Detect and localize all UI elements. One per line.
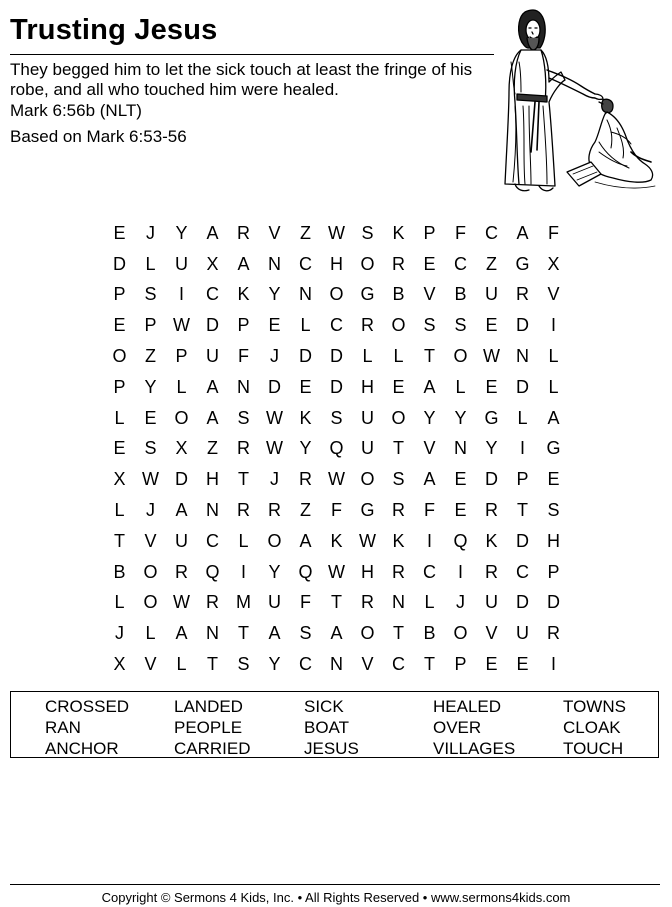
- grid-letter: D: [516, 592, 529, 613]
- grid-letter: Q: [453, 530, 468, 551]
- grid-letter: D: [547, 592, 560, 613]
- grid-letter: T: [238, 469, 249, 490]
- grid-letter: V: [423, 284, 436, 305]
- grid-letter: L: [362, 346, 373, 367]
- grid-letter: T: [424, 654, 435, 675]
- grid-letter: T: [393, 623, 404, 644]
- word-list-item: CLOAK: [563, 718, 621, 737]
- grid-letter: D: [516, 530, 529, 551]
- grid-letter: R: [392, 253, 405, 274]
- grid-letter: K: [392, 222, 405, 243]
- grid-letter: W: [483, 346, 500, 367]
- grid-letter: Y: [485, 438, 498, 459]
- grid-letter: Y: [268, 284, 281, 305]
- grid-letter: Y: [175, 222, 188, 243]
- grid-letter: R: [237, 222, 250, 243]
- grid-letter: Q: [298, 561, 313, 582]
- grid-letter: G: [515, 253, 530, 274]
- word-list-column: [433, 696, 515, 759]
- grid-letter: L: [300, 315, 311, 336]
- grid-letter: J: [115, 623, 124, 644]
- grid-letter: D: [516, 376, 529, 397]
- grid-letter: D: [330, 346, 343, 367]
- grid-letter: F: [331, 500, 342, 521]
- grid-letter: N: [237, 376, 250, 397]
- grid-letter: D: [330, 376, 343, 397]
- grid-letter: T: [114, 530, 125, 551]
- grid-letter: V: [423, 438, 436, 459]
- grid-letter: K: [485, 530, 498, 551]
- grid-letter: X: [547, 253, 560, 274]
- grid-letter: P: [516, 469, 529, 490]
- grid-letter: I: [550, 654, 556, 675]
- grid-letter: P: [547, 561, 560, 582]
- grid-letter: U: [516, 623, 529, 644]
- grid-letter: L: [114, 407, 125, 428]
- grid-letter: V: [547, 284, 560, 305]
- grid-letter: J: [270, 469, 279, 490]
- grid-letter: L: [424, 592, 435, 613]
- word-list-column: [174, 696, 251, 759]
- scripture-verse: They begged him to let the sick touch at least the fringe of his robe, and all who touched him were healed.: [10, 60, 473, 99]
- grid-letter: A: [268, 623, 281, 644]
- grid-letter: A: [206, 222, 219, 243]
- word-list-item: BOAT: [304, 718, 350, 737]
- grid-letter: O: [329, 284, 344, 305]
- grid-letter: G: [360, 284, 375, 305]
- grid-letter: U: [175, 253, 188, 274]
- grid-letter: W: [266, 407, 283, 428]
- grid-letter: X: [113, 654, 126, 675]
- grid-letter: J: [270, 346, 279, 367]
- grid-letter: A: [237, 253, 250, 274]
- grid-letter: H: [547, 530, 560, 551]
- grid-letter: R: [237, 500, 250, 521]
- grid-letter: E: [113, 438, 126, 459]
- grid-letter: Z: [207, 438, 218, 459]
- grid-letter: L: [548, 376, 559, 397]
- grid-letter: Y: [423, 407, 436, 428]
- grid-letter: C: [485, 222, 498, 243]
- word-list-item: VILLAGES: [433, 739, 516, 758]
- grid-letter: R: [206, 592, 219, 613]
- grid-letter: D: [516, 315, 529, 336]
- word-list-box: [10, 691, 659, 758]
- grid-letter: J: [146, 222, 155, 243]
- grid-letter: J: [456, 592, 465, 613]
- grid-letter: A: [299, 530, 312, 551]
- grid-letter: R: [485, 561, 498, 582]
- grid-letter: J: [146, 500, 155, 521]
- grid-letter: H: [361, 561, 374, 582]
- grid-letter: Z: [486, 253, 497, 274]
- grid-letter: O: [391, 315, 406, 336]
- grid-letter: S: [237, 654, 250, 675]
- grid-letter: L: [548, 346, 559, 367]
- grid-letter: R: [361, 592, 374, 613]
- grid-letter: I: [240, 561, 246, 582]
- grid-letter: T: [207, 654, 218, 675]
- grid-letter: R: [485, 500, 498, 521]
- grid-letter: O: [267, 530, 282, 551]
- word-list-item: RAN: [45, 718, 81, 737]
- grid-letter: G: [360, 500, 375, 521]
- grid-letter: X: [175, 438, 188, 459]
- grid-letter: D: [485, 469, 498, 490]
- grid-letter: T: [331, 592, 342, 613]
- grid-letter: P: [423, 222, 436, 243]
- grid-letter: D: [299, 346, 312, 367]
- grid-letter: Y: [299, 438, 312, 459]
- grid-letter: B: [454, 284, 467, 305]
- grid-letter: N: [206, 500, 219, 521]
- grid-letter: I: [178, 284, 184, 305]
- word-list-item: JESUS: [304, 739, 359, 758]
- word-list-item: OVER: [433, 718, 482, 737]
- grid-letter: G: [546, 438, 561, 459]
- grid-letter: P: [237, 315, 250, 336]
- grid-letter: R: [175, 561, 188, 582]
- grid-letter: C: [392, 654, 405, 675]
- grid-letter: T: [424, 346, 435, 367]
- grid-letter: F: [548, 222, 559, 243]
- grid-letter: N: [299, 284, 312, 305]
- grid-letter: C: [206, 530, 219, 551]
- grid-letter: X: [113, 469, 126, 490]
- grid-letter: U: [361, 407, 374, 428]
- grid-letter: W: [328, 561, 345, 582]
- grid-letter: U: [361, 438, 374, 459]
- kneeling-figure: [567, 99, 655, 188]
- word-list-item: SICK: [304, 697, 344, 716]
- grid-letter: I: [519, 438, 525, 459]
- grid-letter: A: [423, 469, 436, 490]
- grid-letter: R: [361, 315, 374, 336]
- grid-letter: L: [393, 346, 404, 367]
- grid-letter: L: [114, 592, 125, 613]
- grid-letter: Y: [454, 407, 467, 428]
- word-list-item: ANCHOR: [45, 739, 119, 758]
- grid-letter: A: [206, 407, 219, 428]
- grid-letter: E: [516, 654, 529, 675]
- grid-letter: O: [360, 623, 375, 644]
- grid-letter: E: [454, 500, 467, 521]
- grid-letter: O: [174, 407, 189, 428]
- grid-letter: D: [268, 376, 281, 397]
- grid-letter: P: [144, 315, 157, 336]
- grid-letter: E: [392, 376, 405, 397]
- grid-letter: T: [517, 500, 528, 521]
- grid-letter: N: [454, 438, 467, 459]
- grid-letter: U: [175, 530, 188, 551]
- grid-letter: W: [359, 530, 376, 551]
- grid-letter: A: [206, 376, 219, 397]
- grid-letter: K: [237, 284, 250, 305]
- grid-letter: W: [173, 315, 190, 336]
- grid-letter: E: [144, 407, 157, 428]
- grid-letter: K: [299, 407, 312, 428]
- scripture-reference: Mark 6:56b (NLT): [10, 101, 142, 120]
- grid-letter: R: [547, 623, 560, 644]
- grid-letter: F: [238, 346, 249, 367]
- grid-letter: S: [423, 315, 436, 336]
- grid-letter: O: [360, 469, 375, 490]
- grid-letter: V: [144, 654, 157, 675]
- grid-letter: N: [206, 623, 219, 644]
- grid-letter: L: [517, 407, 528, 428]
- grid-letter: L: [455, 376, 466, 397]
- grid-letter: I: [457, 561, 463, 582]
- grid-letter: P: [175, 346, 188, 367]
- grid-letter: D: [206, 315, 219, 336]
- grid-letter: W: [142, 469, 159, 490]
- grid-letter: U: [268, 592, 281, 613]
- word-search-grid: [104, 218, 569, 680]
- grid-letter: U: [206, 346, 219, 367]
- grid-letter: N: [392, 592, 405, 613]
- grid-letter: S: [330, 407, 343, 428]
- grid-letter: Q: [329, 438, 344, 459]
- grid-letter: P: [113, 284, 126, 305]
- grid-letter: L: [145, 253, 156, 274]
- grid-letter: U: [485, 592, 498, 613]
- copyright-footer: Copyright © Sermons 4 Kids, Inc. • All Rights Reserved • www.sermons4kids.com: [101, 890, 571, 905]
- grid-letter: S: [237, 407, 250, 428]
- word-list-item: CROSSED: [45, 697, 130, 716]
- grid-letter: A: [423, 376, 436, 397]
- grid-letter: P: [454, 654, 467, 675]
- grid-letter: L: [145, 623, 156, 644]
- grid-letter: F: [300, 592, 311, 613]
- grid-letter: R: [237, 438, 250, 459]
- grid-letter: F: [455, 222, 466, 243]
- grid-letter: B: [392, 284, 405, 305]
- grid-letter: D: [113, 253, 126, 274]
- grid-letter: Y: [144, 376, 157, 397]
- grid-letter: O: [143, 561, 158, 582]
- grid-letter: S: [144, 284, 157, 305]
- grid-letter: V: [268, 222, 281, 243]
- grid-letter: M: [236, 592, 251, 613]
- grid-letter: C: [299, 253, 312, 274]
- grid-letter: A: [516, 222, 529, 243]
- grid-letter: I: [426, 530, 432, 551]
- word-list-column: [45, 696, 129, 759]
- grid-letter: E: [454, 469, 467, 490]
- grid-letter: P: [113, 376, 126, 397]
- word-list-item: LANDED: [174, 697, 243, 716]
- grid-letter: W: [328, 222, 345, 243]
- grid-letter: S: [144, 438, 157, 459]
- grid-letter: K: [392, 530, 405, 551]
- grid-letter: D: [175, 469, 188, 490]
- grid-letter: L: [176, 654, 187, 675]
- grid-letter: C: [516, 561, 529, 582]
- grid-letter: E: [268, 315, 281, 336]
- grid-letter: A: [547, 407, 560, 428]
- grid-letter: B: [113, 561, 126, 582]
- grid-letter: E: [299, 376, 312, 397]
- grid-letter: N: [516, 346, 529, 367]
- jesus-healing-illustration: [495, 2, 665, 197]
- word-list-column: [563, 696, 626, 759]
- grid-letter: S: [361, 222, 374, 243]
- grid-letter: E: [485, 376, 498, 397]
- grid-letter: E: [113, 222, 126, 243]
- grid-letter: U: [485, 284, 498, 305]
- grid-letter: H: [330, 253, 343, 274]
- grid-letter: Y: [268, 654, 281, 675]
- grid-letter: O: [391, 407, 406, 428]
- grid-letter: S: [392, 469, 405, 490]
- grid-letter: A: [330, 623, 343, 644]
- word-list-item: CARRIED: [174, 739, 251, 758]
- grid-letter: K: [330, 530, 343, 551]
- grid-letter: C: [454, 253, 467, 274]
- grid-letter: Z: [300, 222, 311, 243]
- grid-letter: V: [144, 530, 157, 551]
- grid-letter: R: [516, 284, 529, 305]
- grid-letter: B: [423, 623, 436, 644]
- grid-letter: O: [453, 346, 468, 367]
- grid-letter: C: [423, 561, 436, 582]
- grid-letter: Z: [300, 500, 311, 521]
- grid-letter: R: [299, 469, 312, 490]
- grid-letter: C: [330, 315, 343, 336]
- grid-letter: S: [454, 315, 467, 336]
- word-list-item: TOUCH: [563, 739, 624, 758]
- grid-letter: A: [175, 500, 188, 521]
- grid-letter: R: [268, 500, 281, 521]
- grid-letter: R: [392, 561, 405, 582]
- grid-letter: L: [114, 500, 125, 521]
- grid-letter: O: [112, 346, 127, 367]
- grid-letter: N: [268, 253, 281, 274]
- footer-divider: [10, 884, 660, 885]
- grid-letter: O: [453, 623, 468, 644]
- grid-letter: V: [485, 623, 498, 644]
- grid-letter: Q: [205, 561, 220, 582]
- grid-letter: I: [550, 315, 556, 336]
- grid-letter: E: [485, 654, 498, 675]
- grid-letter: Z: [145, 346, 156, 367]
- grid-letter: R: [392, 500, 405, 521]
- based-on-reference: Based on Mark 6:53-56: [10, 127, 187, 146]
- grid-letter: S: [547, 500, 560, 521]
- word-list-item: PEOPLE: [174, 718, 243, 737]
- grid-letter: L: [238, 530, 249, 551]
- grid-letter: T: [393, 438, 404, 459]
- grid-letter: O: [360, 253, 375, 274]
- grid-letter: E: [423, 253, 436, 274]
- grid-letter: O: [143, 592, 158, 613]
- grid-letter: C: [206, 284, 219, 305]
- grid-letter: H: [206, 469, 219, 490]
- title-divider: [10, 54, 494, 55]
- grid-letter: E: [113, 315, 126, 336]
- grid-letter: L: [176, 376, 187, 397]
- word-list-column: [304, 696, 359, 759]
- grid-letter: E: [485, 315, 498, 336]
- grid-letter: N: [330, 654, 343, 675]
- grid-letter: V: [361, 654, 374, 675]
- grid-letter: C: [299, 654, 312, 675]
- grid-letter: S: [299, 623, 312, 644]
- grid-letter: W: [173, 592, 190, 613]
- grid-letter: W: [266, 438, 283, 459]
- grid-letter: E: [547, 469, 560, 490]
- grid-letter: T: [238, 623, 249, 644]
- page-title: Trusting Jesus: [10, 14, 218, 46]
- grid-letter: Y: [268, 561, 281, 582]
- grid-letter: W: [328, 469, 345, 490]
- grid-letter: F: [424, 500, 435, 521]
- grid-letter: A: [175, 623, 188, 644]
- grid-letter: X: [206, 253, 219, 274]
- word-list-item: TOWNS: [563, 697, 626, 716]
- grid-letter: G: [484, 407, 499, 428]
- word-list-item: HEALED: [433, 697, 502, 716]
- grid-letter: H: [361, 376, 374, 397]
